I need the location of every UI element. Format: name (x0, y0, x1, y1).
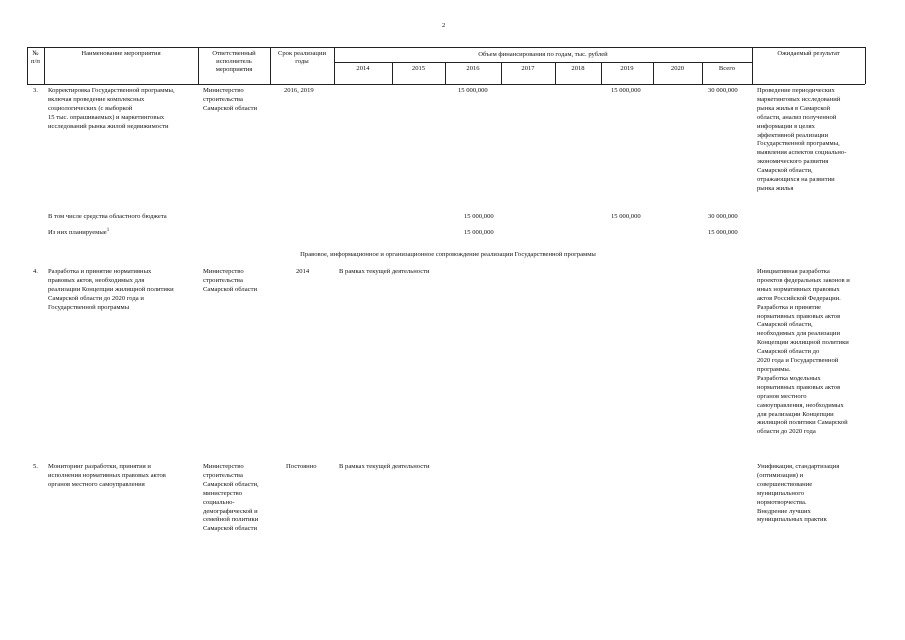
row3-num: 3. (33, 87, 38, 94)
header-year-2020: 2020 (670, 65, 685, 72)
header-num: № п/п (31, 50, 40, 65)
planned-footnote-mark: 1 (106, 228, 110, 233)
budget-label: В том числе средства областного бюджета (48, 213, 167, 220)
planned-total: 15 000,000 (708, 229, 738, 236)
budget-2016: 15 000,000 (464, 213, 494, 220)
header-year-2017: 2017 (521, 65, 535, 72)
row4-term: 2014 (296, 268, 310, 275)
row4-responsible: Министерство строительства Самарской области (203, 268, 257, 293)
row5-term: Постоянно (286, 463, 317, 470)
row4-funding-text: В рамках текущей деятельности (339, 268, 430, 275)
row4-result: Инициативная разработка проектов федеральных законов и иных нормативных правовых актов Российской Федерации. Разработка и принятие нормативных правовых актов Самарской области, необходимых для реализации Концепции жилищной политики Самарской области до 2020 года и Государственной программы. Разработка модельных нормативных правовых актов органов местного самоуправления, необходимых для реализации Концепции жилищной политики Самарской области до 2020 года (757, 268, 850, 436)
header-funding: Объем финансирования по годам, тыс. рублей (478, 51, 608, 58)
planned-label: Из них планируемые$^1$ (48, 228, 110, 236)
row5-result: Унификация, стандартизация (оптимизация) и совершенствование муниципального нормотворчества. Внедрение лучших муниципальных практик (757, 463, 840, 524)
row3-name: Корректировка Государственной программы, включая проведение комплексных социологических (с выборкой 15 тыс. опрашиваемых) и маркетинговых исследований рынка жилой недвижимости (48, 87, 175, 130)
row3-2016: 15 000,000 (458, 87, 488, 94)
row3-term: 2016, 2019 (284, 87, 314, 94)
row5-name: Мониторинг разработки, принятия и исполнения нормативных правовых актов органов местного самоуправления (48, 463, 166, 488)
row3-result: Проведение периодических маркетинговых исследований рынка жилья в Самарской области, анализ полученной информации в целях эффективной реализации Государственной программы, выявления аспектов социально- экономического развития Самарской области, отражающихся на развитии рынка жилья (757, 87, 847, 192)
row5-funding-text: В рамках текущей деятельности (339, 463, 430, 470)
row4-num: 4. (33, 268, 38, 275)
header-year-2019: 2019 (620, 65, 634, 72)
header-year-2018: 2018 (571, 65, 585, 72)
header-result: Ожидаемый результат (777, 50, 840, 57)
header-responsible: Ответственный исполнитель мероприятия (212, 50, 256, 73)
planned-2016: 15 000,000 (464, 229, 494, 236)
row3-responsible: Министерство строительства Самарской области (203, 87, 257, 112)
header-year-2016: 2016 (466, 65, 480, 72)
row5-responsible: Министерство строительства Самарской области, министерство социально- демографической и семейной политики Самарской области (203, 463, 259, 533)
header-name: Наименование мероприятия (81, 50, 161, 57)
row3-total: 30 000,000 (708, 87, 738, 94)
section-title: Правовое, информационное и организационное сопровождение реализации Государственной программы (300, 251, 596, 258)
header-year-2015: 2015 (411, 65, 426, 72)
header-total: Всего (718, 65, 736, 72)
row4-name: Разработка и принятие нормативных правовых актов, необходимых для реализации Концепции жилищной политики Самарской области до 2020 года и Государственной программы (48, 268, 174, 311)
page-number: 2 (442, 22, 446, 29)
header-year-2014: 2014 (356, 65, 370, 72)
row3-2019: 15 000,000 (611, 87, 641, 94)
budget-2019: 15 000,000 (611, 213, 641, 220)
header-term: Срок реализации годы (277, 50, 327, 65)
row5-num: 5. (33, 463, 38, 470)
budget-total: 30 000,000 (708, 213, 738, 220)
